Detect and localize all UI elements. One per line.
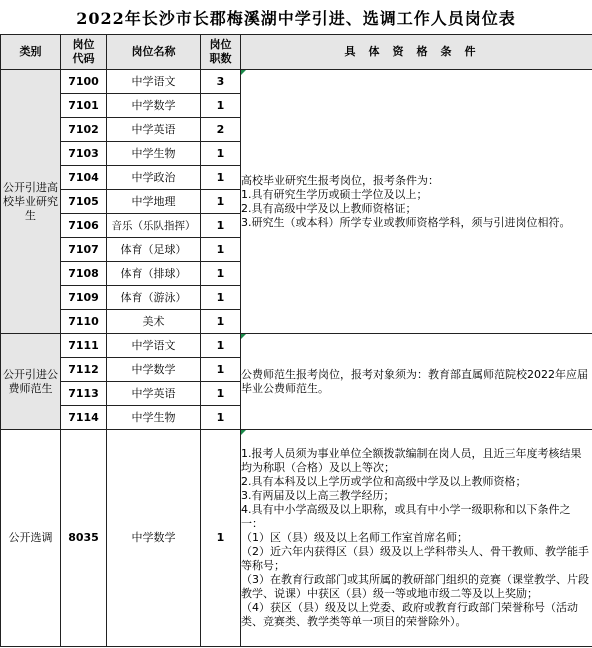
requirement-line: （1）区（县）级及以上名师工作室首席名师； xyxy=(241,531,468,544)
code-cell: 7101 xyxy=(61,94,107,118)
count-cell: 3 xyxy=(201,70,241,94)
count-cell: 1 xyxy=(201,166,241,190)
count-cell: 1 xyxy=(201,382,241,406)
code-cell: 7105 xyxy=(61,190,107,214)
header-count xyxy=(201,35,241,70)
header-count-text: 岗位职数 xyxy=(209,38,232,65)
requirement-line: 2.具有本科及以上学历或学位和高级中学及以上教师资格； xyxy=(241,475,527,488)
table-row xyxy=(1,430,592,647)
count-cell: 1 xyxy=(201,94,241,118)
header-row xyxy=(1,35,592,70)
name-cell: 中学语文 xyxy=(107,70,201,94)
name-cell: 中学生物 xyxy=(107,142,201,166)
code-cell: 7106 xyxy=(61,214,107,238)
name-cell: 中学数学 xyxy=(107,358,201,382)
code-cell: 7100 xyxy=(61,70,107,94)
count-cell: 1 xyxy=(201,406,241,430)
requirement-line: 1.报考人员须为事业单位全额拨款编制在岗人员，且近三年度考核结果均为称职（合格）及以上等次； xyxy=(241,447,582,474)
name-cell: 中学地理 xyxy=(107,190,201,214)
requirement-line: 公费师范生报考岗位，报考对象须为：教育部直属师范院校2022年应届毕业公费师范生。 xyxy=(241,367,588,395)
code-cell: 7111 xyxy=(61,334,107,358)
requirements-cell xyxy=(241,430,592,647)
table-row xyxy=(1,70,592,94)
requirement-line: 1.具有研究生学历或硕士学位及以上； xyxy=(241,187,428,201)
requirement-line: （4）获区（县）级及以上党委、政府或教育行政部门荣誉称号（活动类、竞赛类、教学类等单一项目的荣誉除外）。 xyxy=(241,601,578,628)
requirement-line: 高校毕业研究生报考岗位，报考条件为： xyxy=(241,173,439,187)
count-cell: 1 xyxy=(201,310,241,334)
code-cell: 7104 xyxy=(61,166,107,190)
cell-note-marker xyxy=(241,430,246,435)
code-cell: 7110 xyxy=(61,310,107,334)
code-cell: 7114 xyxy=(61,406,107,430)
code-cell: 7103 xyxy=(61,142,107,166)
code-cell: 7113 xyxy=(61,382,107,406)
name-cell: 中学英语 xyxy=(107,382,201,406)
count-cell: 1 xyxy=(201,262,241,286)
name-cell: 中学英语 xyxy=(107,118,201,142)
code-cell: 7112 xyxy=(61,358,107,382)
name-cell: 中学语文 xyxy=(107,334,201,358)
cell-note-marker xyxy=(241,334,246,339)
header-code xyxy=(61,35,107,70)
count-cell: 1 xyxy=(201,358,241,382)
header-code-text: 岗位代码 xyxy=(72,38,95,65)
header-requirements: 具体资格条件 xyxy=(241,35,592,70)
name-cell: 中学政治 xyxy=(107,166,201,190)
count-cell: 1 xyxy=(201,190,241,214)
name-cell: 美术 xyxy=(107,310,201,334)
requirement-line: （3）在教育行政部门或其所属的教研部门组织的竞赛（课堂教学、片段教学、说课）中获区（县）级一等或地市级二等及以上奖励； xyxy=(241,573,589,600)
count-cell: 1 xyxy=(201,142,241,166)
code-cell: 8035 xyxy=(61,430,107,647)
name-cell: 音乐（乐队指挥） xyxy=(107,214,201,238)
position-table xyxy=(0,34,592,647)
requirements-cell xyxy=(241,334,592,430)
requirement-line: （2）近六年内获得区（县）级及以上学科带头人、骨干教师、教学能手等称号； xyxy=(241,545,589,572)
name-cell: 中学数学 xyxy=(107,94,201,118)
code-cell: 7107 xyxy=(61,238,107,262)
category-cell: 公开引进高校毕业研究生 xyxy=(1,70,61,334)
name-cell: 体育（排球） xyxy=(107,262,201,286)
count-cell: 1 xyxy=(201,214,241,238)
page-title: 2022年长沙市长郡梅溪湖中学引进、选调工作人员岗位表 xyxy=(0,0,592,35)
count-cell: 1 xyxy=(201,238,241,262)
code-cell: 7108 xyxy=(61,262,107,286)
category-cell: 公开引进公费师范生 xyxy=(1,334,61,430)
requirement-line: 4.具有中小学高级及以上职称，或具有中小学一级职称和以下条件之一： xyxy=(241,503,571,530)
count-cell: 1 xyxy=(201,334,241,358)
cell-note-marker xyxy=(241,70,246,75)
name-cell: 中学生物 xyxy=(107,406,201,430)
requirement-line: 3.研究生（或本科）所学专业或教师资格学科，须与引进岗位相符。 xyxy=(241,215,571,229)
header-name: 岗位名称 xyxy=(107,35,201,70)
code-cell: 7102 xyxy=(61,118,107,142)
count-cell: 2 xyxy=(201,118,241,142)
name-cell: 体育（足球） xyxy=(107,238,201,262)
requirements-cell xyxy=(241,70,592,334)
name-cell: 中学数学 xyxy=(107,430,201,647)
count-cell: 1 xyxy=(201,286,241,310)
category-cell: 公开选调 xyxy=(1,430,61,647)
header-category: 类别 xyxy=(1,35,61,70)
table-row xyxy=(1,334,592,358)
name-cell: 体育（游泳） xyxy=(107,286,201,310)
code-cell: 7109 xyxy=(61,286,107,310)
requirement-line: 2.具有高级中学及以上教师资格证； xyxy=(241,201,417,215)
count-cell: 1 xyxy=(201,430,241,647)
requirement-line: 3.有两届及以上高三教学经历； xyxy=(241,489,395,502)
